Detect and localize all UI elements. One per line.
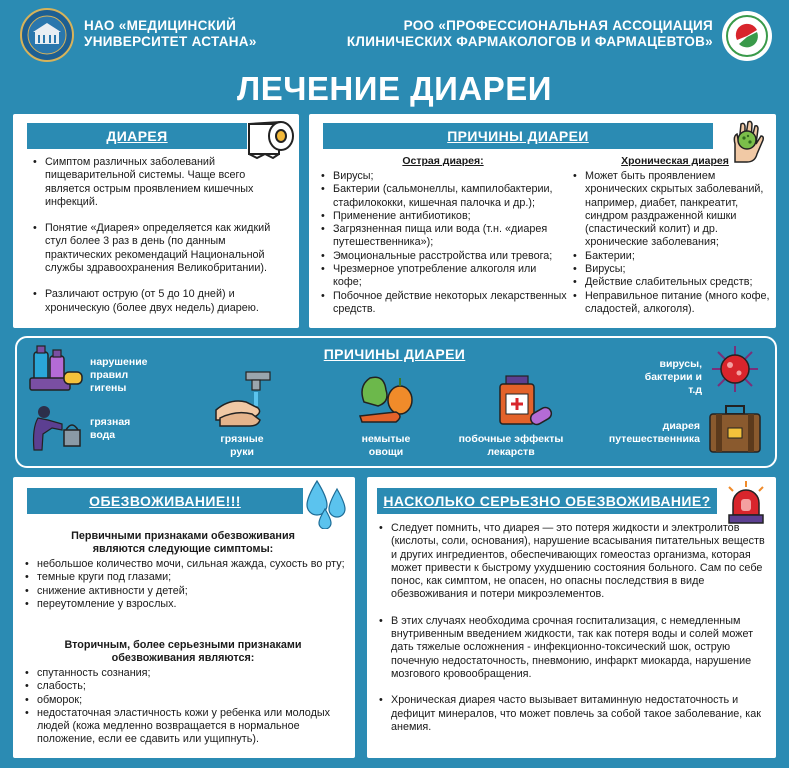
list-item: • Применение антибиотиков; [319,210,567,223]
virus-icon [706,342,764,396]
diarrhea-heading: ДИАРЕЯ [27,123,247,149]
list-item: • Эмоциональные расстройства или тревога; [319,250,567,263]
seriousness-list [377,522,770,734]
causes-card [309,114,776,328]
list-item: • Вирусы; [319,170,567,183]
list-item: • Бактерии (сальмонеллы, кампилобактерии, стафилококки, кишечная палочка и др.); [319,183,567,210]
left-org-line-2: УНИВЕРСИТЕТ АСТАНА» [84,34,257,49]
list-item: • Загрязненная пища или вода (т.н. «диарея путешественника»); [319,223,567,250]
association-logo [721,10,773,62]
left-org-line-1: НАО «МЕДИЦИНСКИЙ [84,18,237,33]
primary-intro: Первичными признаками обезвоживания являются следующие симптомы: [71,530,295,556]
list-item: • Следует помнить, что диарея — это потеря жидкости и электролитов (кислоты, соли, основания), нарушение всасывания питательных веществ и других ингредиентов, обеспечивающих гомеостаз организма, которая может привести к быстрому ухудшению состояния больного. Сам по себе понос, как симптом, не опасен, но опасны последствия в виде обезвоживания и потери микроэлементов. [377,522,770,602]
university-logo [20,8,74,62]
list-item: • переутомление у взрослых. [23,598,349,611]
secondary-list [23,667,349,747]
cleaning-supplies-icon [28,342,84,392]
right-org-name [347,18,713,50]
list-item: • Может быть проявлением хронических скрытых заболеваний, например, диабет, панкреатит, синдром раздраженной кишки (спастический колит) и др. хронические заболевания; [571,170,773,250]
dirty-water-icon [28,404,84,452]
list-item: • Неправильное питание (много кофе, сладостей, алкоголя). [571,290,773,317]
chronic-list [571,170,773,316]
list-item: • Бактерии; [571,250,773,263]
acute-list [319,170,567,316]
list-item: • Симптом различных заболеваний пищеварительной системы. Чаще всего является острым проявлением кишечных инфекций. [31,156,291,209]
list-item: • Вирусы; [571,263,773,276]
vegetables-icon [356,372,416,428]
left-org-name [84,18,257,50]
dehydration-heading: ОБЕЗВОЖИВАНИЕ!!! [27,488,303,514]
list-item: • Чрезмерное употребление алкоголя или кофе; [319,263,567,290]
list-item: • обморок; [23,694,349,707]
hands-label: грязные руки [220,433,264,458]
causes-heading: ПРИЧИНЫ ДИАРЕИ [323,123,713,149]
list-item: • В этих случаях необходима срочная госпитализация, с немедленным внутривенным введением жидкости, так как потеря воды и солей может дать тяжелые осложнения - инфекционно-токсический шок, острую почечную недостаточность, пневмонию, инфаркт миокарда, нарушение мозгового кровообращения. [377,615,770,681]
dehydration-card [13,477,355,758]
list-item: • снижение активности у детей; [23,585,349,598]
diarrhea-card [13,114,299,328]
viruses-label: вирусы, бактерии и т.д [644,358,702,396]
list-item: • слабость; [23,680,349,693]
list-item: • Действие слабительных средств; [571,276,773,289]
list-item: • небольшое количество мочи, сильная жажда, сухость во рту; [23,558,349,571]
seriousness-heading: НАСКОЛЬКО СЕРЬЕЗНО ОБЕЗВОЖИВАНИЕ? [377,488,717,514]
washing-hands-icon [212,370,272,432]
meds-label: побочные эффекты лекарств [458,433,564,458]
seriousness-card [367,477,776,758]
toilet-paper-icon [245,114,297,160]
suitcase-icon [708,404,762,454]
right-org-line-1: РОО «ПРОФЕССИОНАЛЬНАЯ АССОЦИАЦИЯ [403,18,713,33]
water-label: грязная вода [90,416,131,441]
secondary-intro: Вторичным, более серьезными признаками обезвоживания являются: [64,639,302,665]
strip-heading: ПРИЧИНЫ ДИАРЕИ [323,346,466,362]
list-item: • Побочное действие некоторых лекарственных средств. [319,290,567,317]
list-item: • темные круги под глазами; [23,571,349,584]
chronic-title: Хроническая диарея [621,155,729,167]
travel-label: диарея путешественника [608,420,700,445]
list-item: • спутанность сознания; [23,667,349,680]
list-item: • Понятие «Диарея» определяется как жидкий стул более 3 раз в день (по данным практических рекомендаций Национальной службы здравоохранения Великобритании). [31,222,291,275]
page-title: ЛЕЧЕНИЕ ДИАРЕИ [237,70,552,107]
right-org-line-2: КЛИНИЧЕСКИХ ФАРМАКОЛОГОВ И ФАРМАЦЕВТОВ» [346,34,713,49]
vegetables-label: немытые овощи [361,433,411,458]
acute-title: Острая диарея: [402,155,484,167]
primary-list [23,558,349,611]
list-item: • Хроническая диарея часто вызывает витаминную недостаточность и дефицит минералов, что может повлечь за собой такое заболевание, как анемия. [377,694,770,734]
water-drops-icon [303,479,353,529]
medicine-icon [494,374,554,432]
list-item: • недостаточная эластичность кожи у ребенка или молодых людей (кожа медленно возвращается в нормальное положение, если ее сдавить или ущипнуть). [23,707,349,747]
list-item: • Различают острую (от 5 до 10 дней) и хроническую (более двух недель) диарею. [31,288,291,315]
diarrhea-list [31,156,291,315]
hygiene-label: нарушение правил гигены [90,356,148,394]
